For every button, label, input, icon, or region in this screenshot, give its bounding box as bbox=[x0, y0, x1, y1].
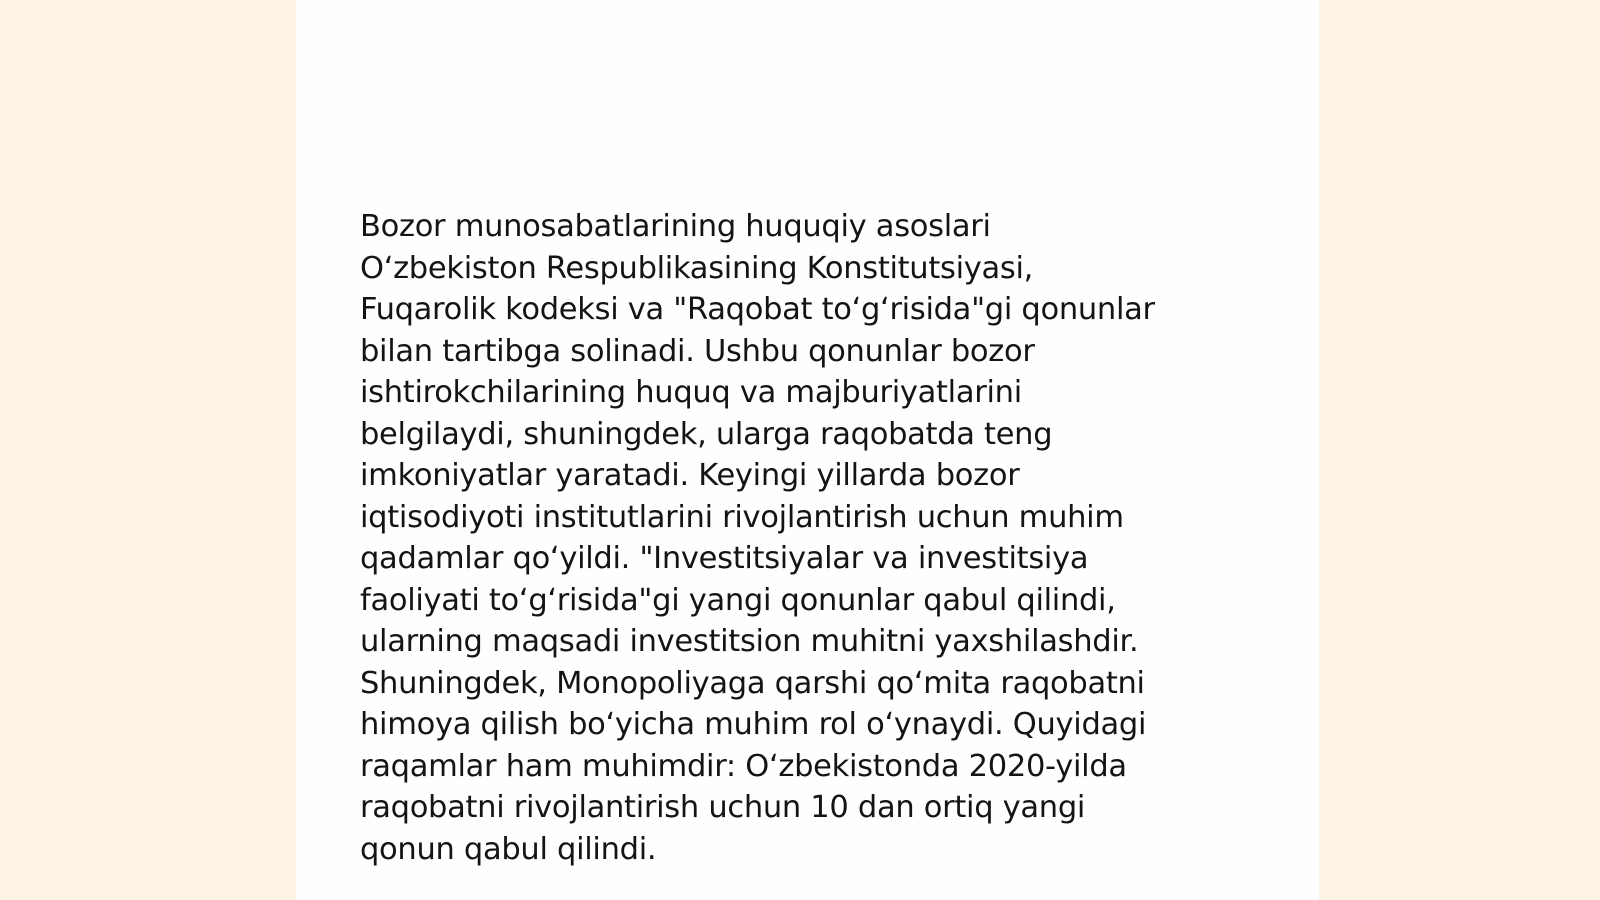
document-page bbox=[296, 0, 1319, 900]
body-paragraph: Bozor munosabatlarining huquqiy asoslari Oʻzbekiston Respublikasining Konstitutsiyasi, Fuqarolik kodeksi va "Raqobat toʻgʻrisida"gi qonunlar bilan tartibga solinadi. Ushbu qonunlar bozor ishtirokchilarining huquq va majburiyatlarini belgilaydi, shuningdek, ularga raqobatda teng imkoniyatlar yaratadi. Keyingi yillarda bozor iqtisodiyoti institutlarini rivojlantirish uchun muhim qadamlar qoʻyildi. "Investitsiyalar va investitsiya faoliyati toʻgʻrisida"gi yangi qonunlar qabul qilindi, ularning maqsadi investitsion muhitni yaxshilashdir. Shuningdek, Monopoliyaga qarshi qoʻmita raqobatni himoya qilish boʻyicha muhim rol oʻynaydi. Quyidagi raqamlar ham muhimdir: Oʻzbekistonda 2020-yilda raqobatni rivojlantirish uchun 10 dan ortiq yangi qonun qabul qilindi. bbox=[360, 209, 1155, 867]
